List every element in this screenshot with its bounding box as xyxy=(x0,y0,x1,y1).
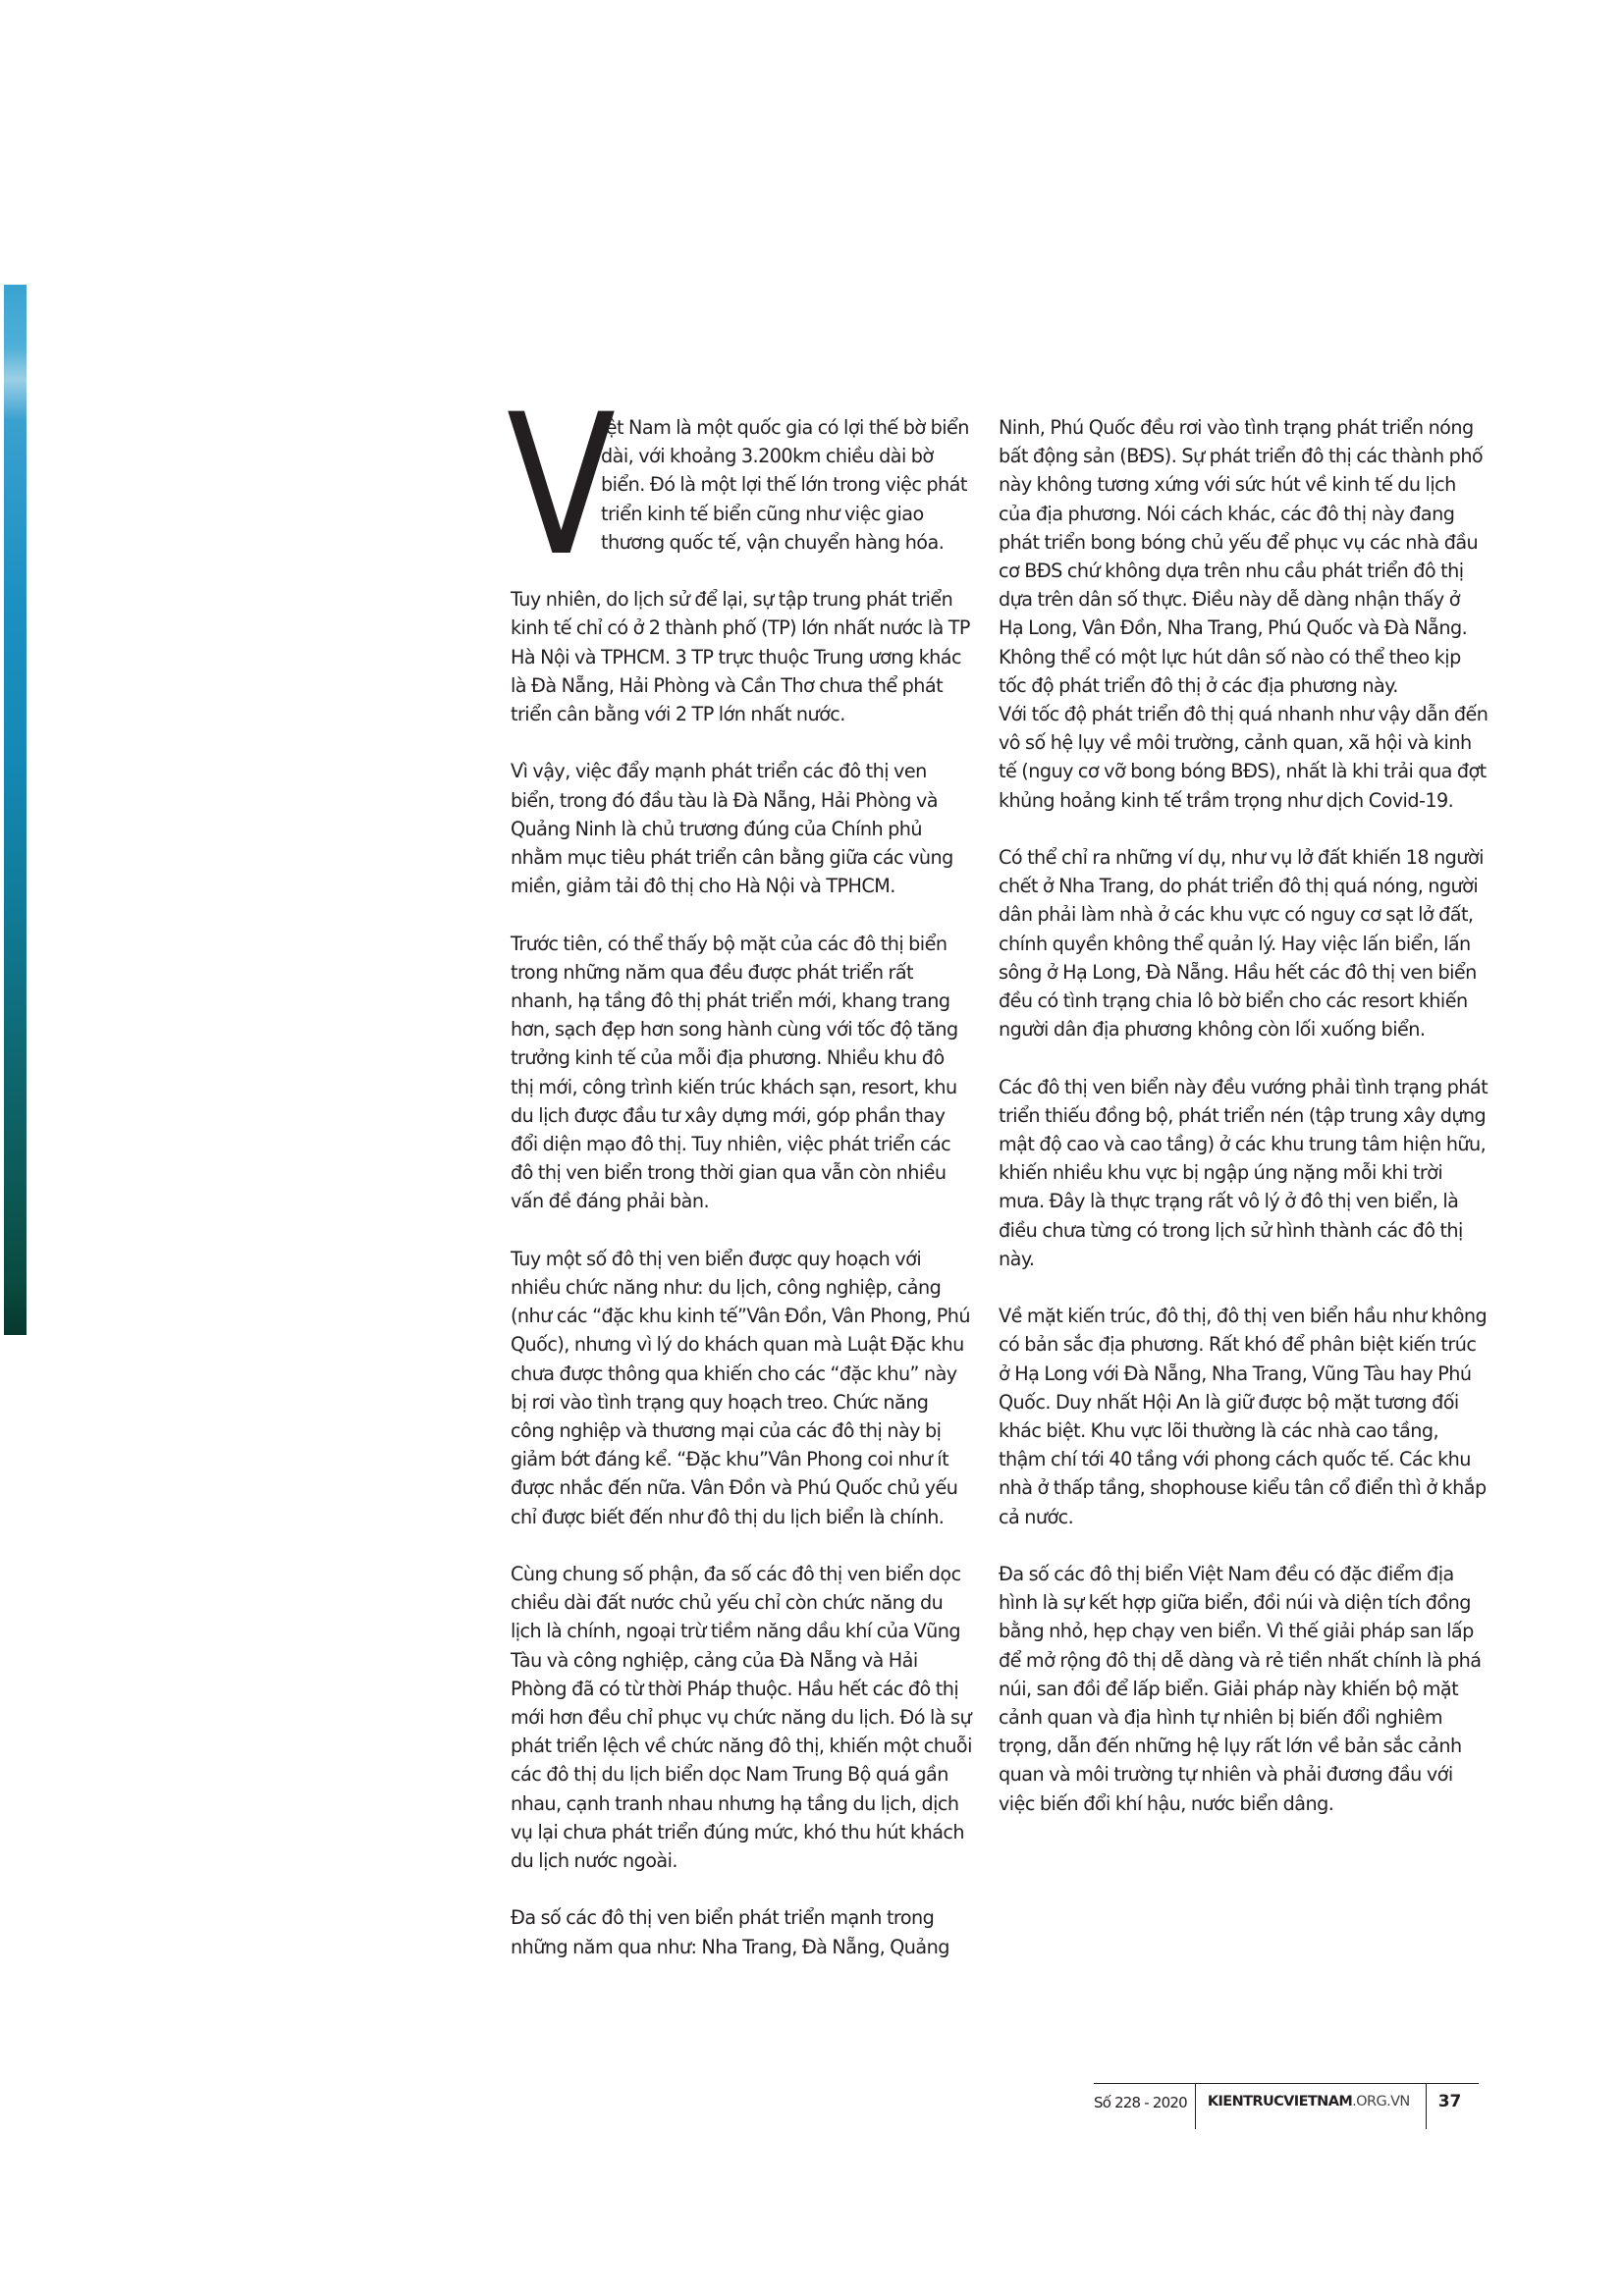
page-footer xyxy=(1094,2083,1479,2129)
ocean-photo-strip xyxy=(4,285,27,1335)
paragraph: Tuy một số đô thị ven biển được quy hoạch với nhiều chức năng như: du lịch, công nghiệp, cảng (như các “đặc khu kinh tế”Vân Đồn, Vân Phong, Phú Quốc), nhưng vì lý do khách quan mà Luật Đặc khu chưa được thông qua khiến cho các “đặc khu” này bị rơi vào tình trạng quy hoạch treo. Chức năng công nghiệp và thương mại của các đô thị này bị giảm bớt đáng kể. “Đặc khu”Vân Phong coi như ít được nhắc đến nữa. Vân Đồn và Phú Quốc chủ yếu chỉ được biết đến như đô thị du lịch biển là chính. xyxy=(511,1247,970,1528)
paragraph: Trước tiên, có thể thấy bộ mặt của các đô thị biển trong những năm qua đều được phát triển rất nhanh, hạ tầng đô thị phát triển mới, khang trang hơn, sạch đẹp hơn song hành cùng với tốc độ tăng trưởng kinh tế của mỗi địa phương. Nhiều khu đô thị mới, công trình kiến trúc khách sạn, resort, khu du lịch được đầu tư xây dựng mới, góp phần thay đổi diện mạo đô thị. Tuy nhiên, việc phát triển các đô thị ven biển trong thời gian qua vẫn còn nhiều vấn đề đáng phải bàn. xyxy=(511,932,958,1213)
paragraph: Có thể chỉ ra những ví dụ, như vụ lở đất khiến 18 người chết ở Nha Trang, do phát triển đô thị quá nóng, người dân phải làm nhà ở các khu vực có nguy cơ sạt lở đất, chính quyền không thể quản lý. Hay việc lấn biển, lấn sông ở Hạ Long, Đà Nẵng. Hầu hết các đô thị ven biển đều có tình trạng chia lô bờ biển cho các resort khiến người dân địa phương không còn lối xuống biển. xyxy=(999,846,1484,1041)
drop-cap: V xyxy=(507,372,617,599)
paragraph: Các đô thị ven biển này đều vướng phải tình trạng phát triển thiếu đồng bộ, phát triển nén (tập trung xây dựng mật độ cao và cao tầng) ở các khu trung tâm hiện hữu, khiến nhiều khu vực bị ngập úng nặng mỗi khi trời mưa. Đây là thực trạng rất vô lý ở đô thị ven biển, là điều chưa từng có trong lịch sử hình thành các đô thị này. xyxy=(999,1075,1489,1270)
paragraph: Tuy nhiên, do lịch sử để lại, sự tập trung phát triển kinh tế chỉ có ở 2 thành phố (TP) lớn nhất nước là TP Hà Nội và TPHCM. 3 TP trực thuộc Trung ương khác là Đà Nẵng, Hải Phòng và Cần Thơ chưa thể phát triển cân bằng với 2 TP lớn nhất nước. xyxy=(511,588,970,726)
paragraph: Vì vậy, việc đẩy mạnh phát triển các đô thị ven biển, trong đó đầu tàu là Đà Nẵng, Hải Phòng và Quảng Ninh là chủ trương đúng của Chính phủ nhằm mục tiêu phát triển cân bằng giữa các vùng miền, giảm tải đô thị cho Hà Nội và TPHCM. xyxy=(511,760,953,898)
article-column-right xyxy=(999,413,1489,1846)
paragraph: Đa số các đô thị biển Việt Nam đều có đặc điểm địa hình là sự kết hợp giữa biển, đồi núi và diện tích đồng bằng nhỏ, hẹp chạy ven biển. Vì thế giải pháp san lấp để mở rộng đô thị dễ dàng và rẻ tiền nhất chính là phá núi, san đồi để lấp biển. Giải pháp này khiến bộ mặt cảnh quan và địa hình tự nhiên bị biến đổi nghiêm trọng, dẫn đến những hệ lụy rất lớn về bản sắc cảnh quan và môi trường tự nhiên và phải đương đầu với việc biến đổi khí hậu, nước biển dâng. xyxy=(999,1563,1482,1815)
site-domain: .ORG.VN xyxy=(1352,2094,1410,2109)
paragraph: Về mặt kiến trúc, đô thị, đô thị ven biển hầu như không có bản sắc địa phương. Rất khó để phân biệt kiến trúc ở Hạ Long với Đà Nẵng, Nha Trang, Vũng Tàu hay Phú Quốc. Duy nhất Hội An là giữ được bộ mặt tương đối khác biệt. Khu vực lõi thường là các nhà cao tầng, thậm chí tới 40 tầng với phong cách quốc tế. Các khu nhà ở thấp tầng, shophouse kiểu tân cổ điển thì ở khắp cả nước. xyxy=(999,1305,1488,1528)
paragraph: Ninh, Phú Quốc đều rơi vào tình trạng phát triển nóng bất động sản (BĐS). Sự phát triển đô thị các thành phố này không tương xứng với sức hút về kinh tế du lịch của địa phương. Nói cách khác, các đô thị này đang phát triển bong bóng chủ yếu để phục vụ các nhà đầu cơ BĐS chứ không dựa trên nhu cầu phát triển đô thị dựa trên dân số thực. Điều này dễ dàng nhận thấy ở Hạ Long, Vân Đồn, Nha Trang, Phú Quốc và Đà Nẵng. Không thể có một lực hút dân số nào có thể theo kịp tốc độ phát triển đô thị ở các địa phương này. xyxy=(999,416,1484,697)
intro-text: iệt Nam là một quốc gia có lợi thế bờ biển dài, với khoảng 3.200km chiều dài bờ biển. Đó là một lợi thế lớn trong việc phát triển kinh tế biển cũng như việc giao thương quốc tế, vận chuyển hàng hóa. xyxy=(601,416,969,554)
page-number: 37 xyxy=(1437,2092,1462,2111)
intro-paragraph xyxy=(507,372,972,599)
paragraph: Với tốc độ phát triển đô thị quá nhanh như vậy dẫn đến vô số hệ lụy về môi trường, cảnh quan, xã hội và kinh tế (nguy cơ vỡ bong bóng BĐS), nhất là khi trải qua đợt khủng hoảng kinh tế trầm trọng như dịch Covid-19. xyxy=(999,703,1489,812)
issue-label: Số 228 - 2020 xyxy=(1094,2094,1187,2111)
site-url xyxy=(1195,2084,1427,2129)
paragraph: Đa số các đô thị ven biển phát triển mạnh trong những năm qua như: Nha Trang, Đà Nẵng, Quảng xyxy=(511,1906,949,1958)
site-name: KIENTRUCVIETNAM xyxy=(1207,2094,1353,2109)
paragraph: Cùng chung số phận, đa số các đô thị ven biển dọc chiều dài đất nước chủ yếu chỉ còn chức năng du lịch là chính, ngoại trừ tiềm năng dầu khí của Vũng Tàu và công nghiệp, cảng của Đà Nẵng và Hải Phòng đã có từ thời Pháp thuộc. Hầu hết các đô thị mới hơn đều chỉ phục vụ chức năng du lịch. Đó là sự phát triển lệch về chức năng đô thị, khiến một chuỗi các đô thị du lịch biển dọc Nam Trung Bộ quá gần nhau, cạnh tranh nhau nhưng hạ tầng du lịch, dịch vụ lại chưa phát triển đúng mức, khó thu hút khách du lịch nước ngoài. xyxy=(511,1563,972,1873)
article-column-left xyxy=(507,372,972,1990)
